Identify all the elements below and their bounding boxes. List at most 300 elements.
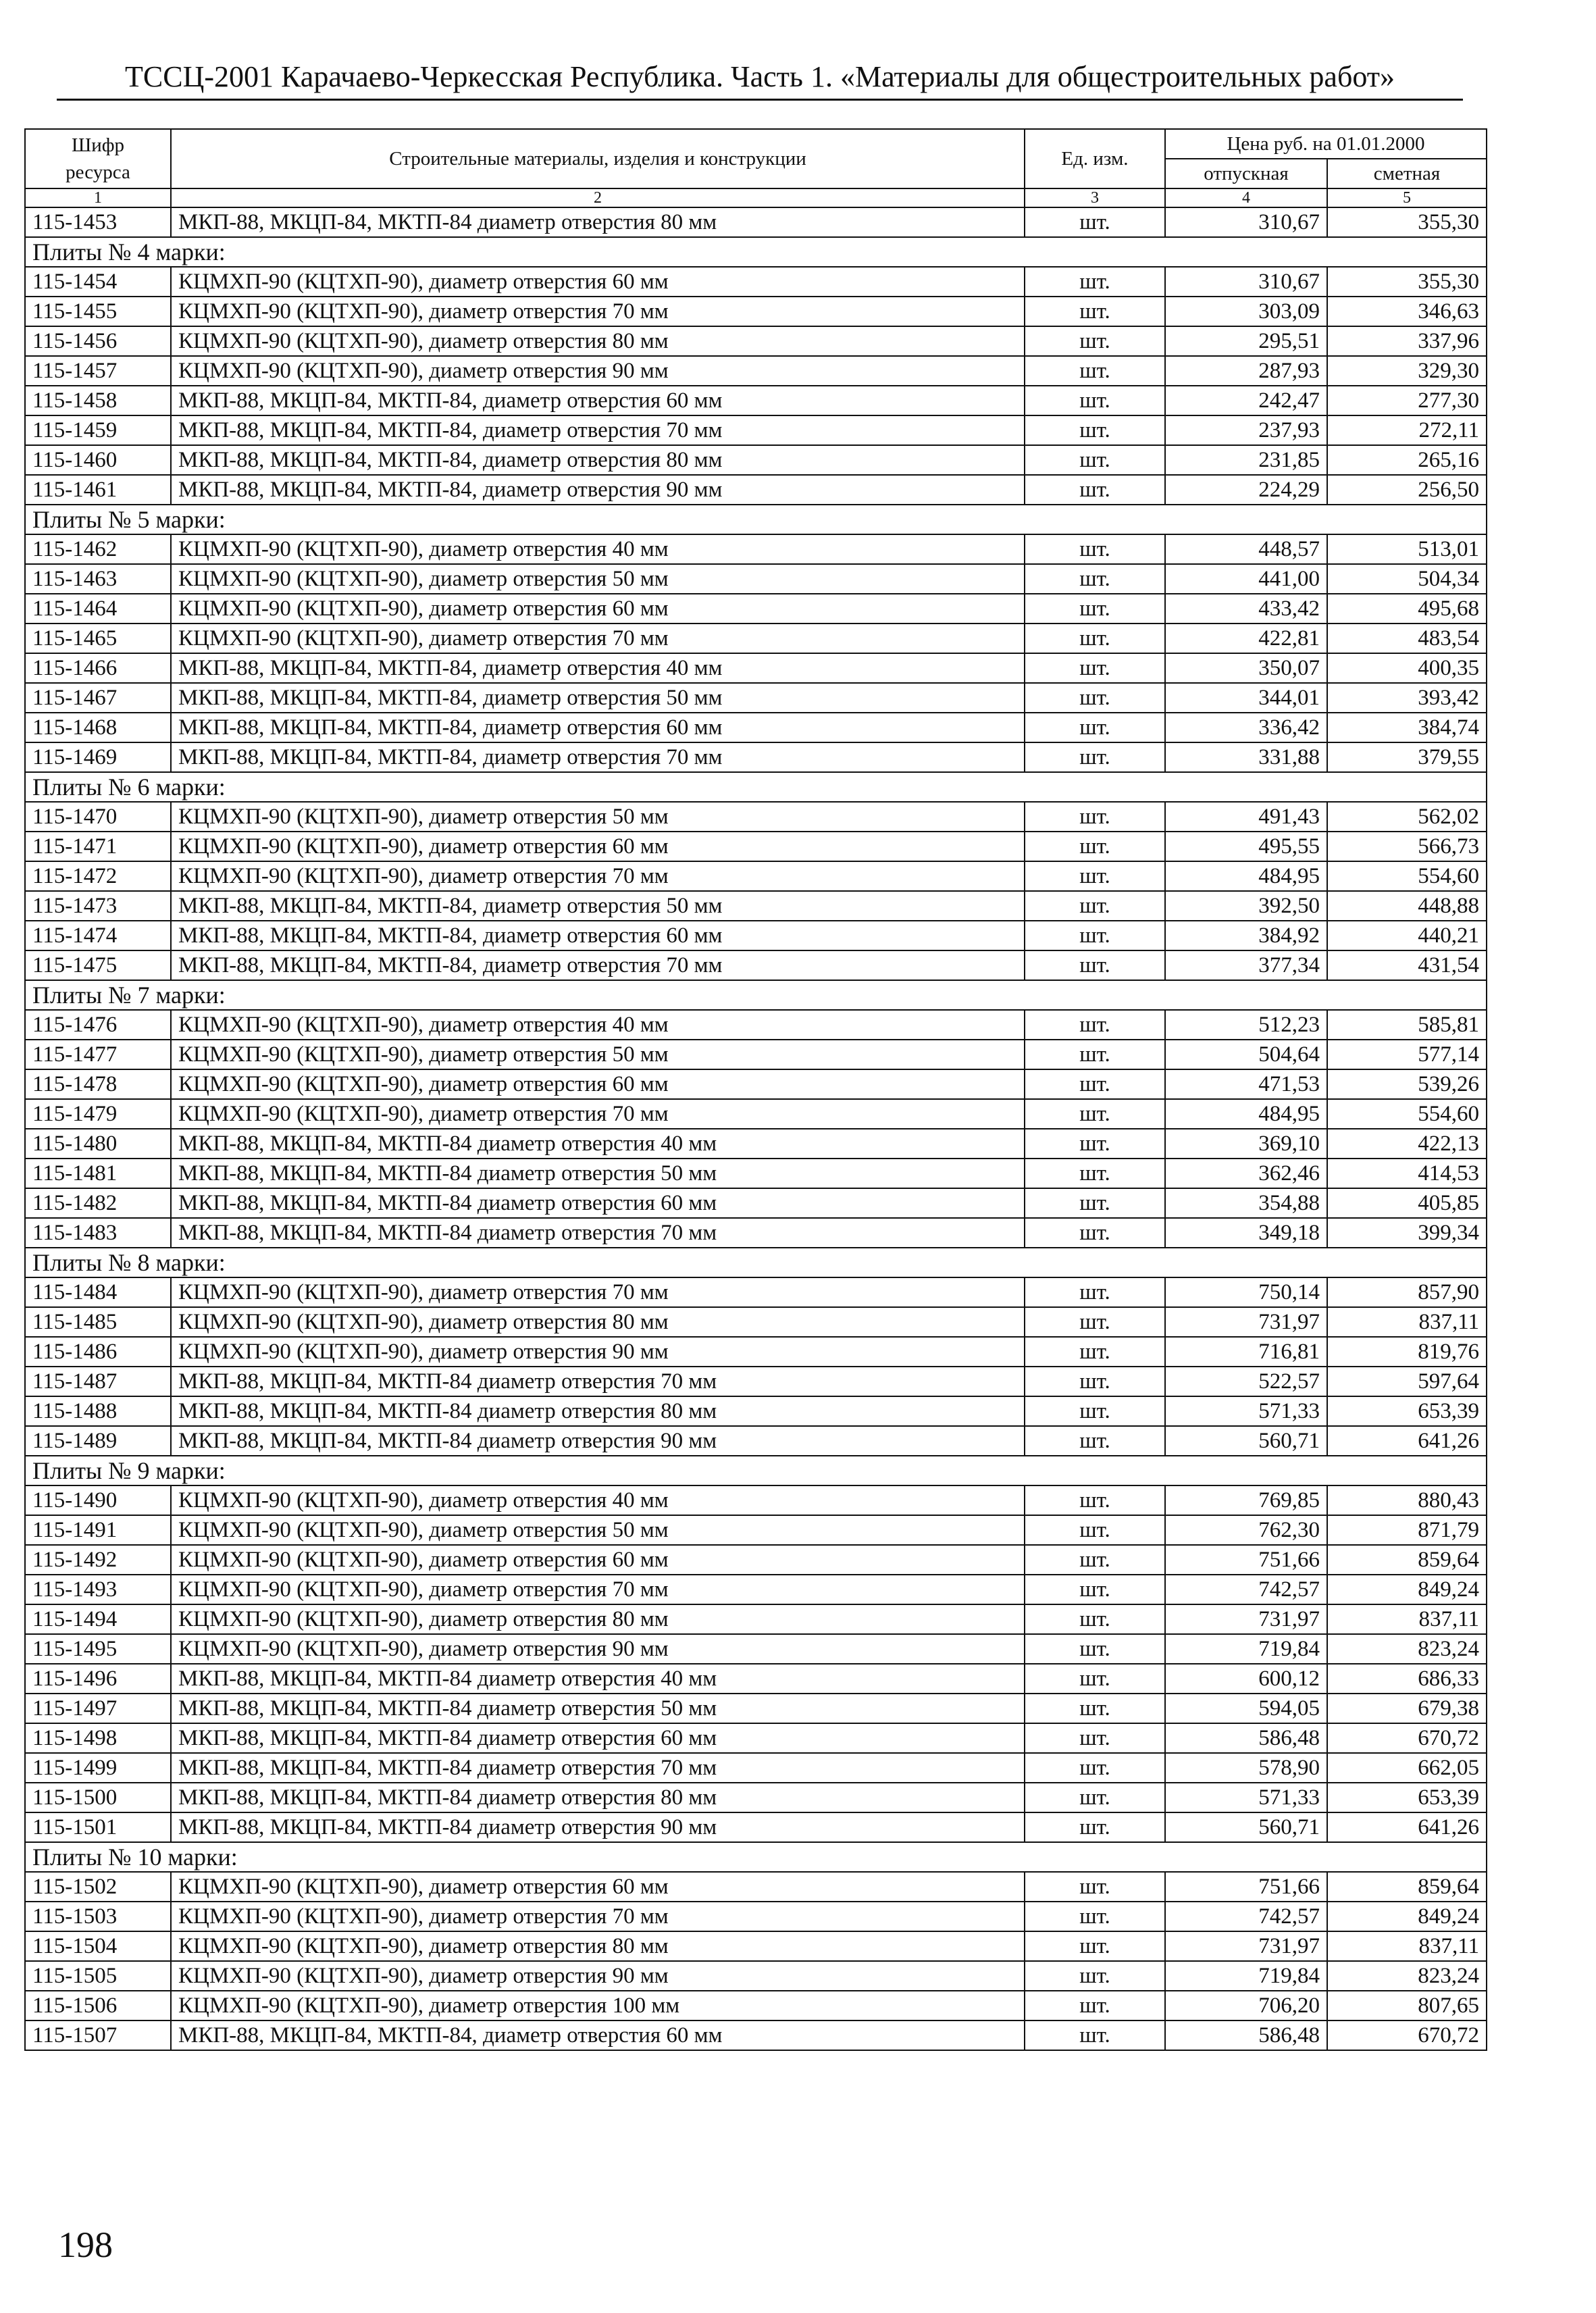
cell-release-price: 310,67 <box>1165 207 1327 237</box>
cell-unit: шт. <box>1025 1367 1165 1396</box>
table-row <box>25 326 1487 356</box>
cell-unit: шт. <box>1025 1753 1165 1783</box>
cell-name: КЦМХП-90 (КЦТХП-90), диаметр отверстия 70 мм <box>171 1277 1025 1307</box>
cell-code: 115-1488 <box>25 1396 171 1426</box>
price-table <box>24 128 1487 2051</box>
cell-name: МКП-88, МКЦП-84, МКТП-84, диаметр отверстия 70 мм <box>171 950 1025 980</box>
cell-release-price: 762,30 <box>1165 1515 1327 1545</box>
cell-release-price: 706,20 <box>1165 1991 1327 2020</box>
column-header-price: Цена руб. на 01.01.2000 <box>1165 129 1487 159</box>
cell-release-price: 731,97 <box>1165 1307 1327 1337</box>
cell-estimate-price: 837,11 <box>1327 1604 1487 1634</box>
table-row <box>25 1129 1487 1159</box>
cell-estimate-price: 355,30 <box>1327 267 1487 297</box>
table-row <box>25 415 1487 445</box>
cell-code: 115-1504 <box>25 1931 171 1961</box>
cell-estimate-price: 355,30 <box>1327 207 1487 237</box>
cell-release-price: 600,12 <box>1165 1664 1327 1694</box>
cell-code: 115-1500 <box>25 1783 171 1812</box>
cell-release-price: 750,14 <box>1165 1277 1327 1307</box>
cell-name: КЦМХП-90 (КЦТХП-90), диаметр отверстия 70 мм <box>171 1575 1025 1604</box>
cell-estimate-price: 837,11 <box>1327 1307 1487 1337</box>
cell-name: МКП-88, МКЦП-84, МКТП-84, диаметр отверстия 50 мм <box>171 891 1025 921</box>
cell-estimate-price: 849,24 <box>1327 1575 1487 1604</box>
table-row <box>25 1367 1487 1396</box>
cell-release-price: 719,84 <box>1165 1961 1327 1991</box>
cell-unit: шт. <box>1025 1099 1165 1129</box>
cell-code: 115-1466 <box>25 653 171 683</box>
cell-name: МКП-88, МКЦП-84, МКТП-84, диаметр отверстия 80 мм <box>171 445 1025 475</box>
cell-release-price: 295,51 <box>1165 326 1327 356</box>
cell-estimate-price: 566,73 <box>1327 832 1487 861</box>
cell-unit: шт. <box>1025 1069 1165 1099</box>
group-title: Плиты № 6 марки: <box>25 772 1487 802</box>
cell-estimate-price: 857,90 <box>1327 1277 1487 1307</box>
cell-release-price: 571,33 <box>1165 1396 1327 1426</box>
cell-code: 115-1475 <box>25 950 171 980</box>
cell-release-price: 769,85 <box>1165 1485 1327 1515</box>
cell-release-price: 751,66 <box>1165 1872 1327 1902</box>
cell-unit: шт. <box>1025 267 1165 297</box>
column-number: 5 <box>1327 188 1487 207</box>
table-row <box>25 861 1487 891</box>
cell-release-price: 594,05 <box>1165 1694 1327 1723</box>
cell-unit: шт. <box>1025 1694 1165 1723</box>
cell-code: 115-1501 <box>25 1812 171 1842</box>
cell-estimate-price: 597,64 <box>1327 1367 1487 1396</box>
cell-unit: шт. <box>1025 326 1165 356</box>
cell-code: 115-1491 <box>25 1515 171 1545</box>
cell-unit: шт. <box>1025 1337 1165 1367</box>
cell-unit: шт. <box>1025 1515 1165 1545</box>
cell-code: 115-1476 <box>25 1010 171 1040</box>
cell-name: КЦМХП-90 (КЦТХП-90), диаметр отверстия 50 мм <box>171 802 1025 832</box>
cell-name: КЦМХП-90 (КЦТХП-90), диаметр отверстия 90 мм <box>171 1961 1025 1991</box>
column-number: 1 <box>25 188 171 207</box>
table-row <box>25 1485 1487 1515</box>
cell-name: КЦМХП-90 (КЦТХП-90), диаметр отверстия 60 мм <box>171 1872 1025 1902</box>
cell-estimate-price: 400,35 <box>1327 653 1487 683</box>
group-title: Плиты № 4 марки: <box>25 237 1487 267</box>
cell-code: 115-1457 <box>25 356 171 386</box>
cell-code: 115-1474 <box>25 921 171 950</box>
cell-name: КЦМХП-90 (КЦТХП-90), диаметр отверстия 70 мм <box>171 1902 1025 1931</box>
cell-unit: шт. <box>1025 653 1165 683</box>
cell-release-price: 504,64 <box>1165 1040 1327 1069</box>
cell-release-price: 349,18 <box>1165 1218 1327 1248</box>
cell-estimate-price: 495,68 <box>1327 594 1487 624</box>
table-row <box>25 2020 1487 2050</box>
table-row <box>25 891 1487 921</box>
cell-release-price: 354,88 <box>1165 1188 1327 1218</box>
cell-code: 115-1490 <box>25 1485 171 1515</box>
cell-name: КЦМХП-90 (КЦТХП-90), диаметр отверстия 60 мм <box>171 832 1025 861</box>
cell-code: 115-1467 <box>25 683 171 713</box>
cell-name: МКП-88, МКЦП-84, МКТП-84 диаметр отверстия 50 мм <box>171 1694 1025 1723</box>
group-header-row <box>25 1842 1487 1872</box>
table-row <box>25 564 1487 594</box>
column-header-unit: Ед. изм. <box>1025 129 1165 188</box>
cell-release-price: 392,50 <box>1165 891 1327 921</box>
cell-code: 115-1470 <box>25 802 171 832</box>
table-row <box>25 1159 1487 1188</box>
cell-code: 115-1453 <box>25 207 171 237</box>
cell-code: 115-1454 <box>25 267 171 297</box>
cell-release-price: 571,33 <box>1165 1783 1327 1812</box>
table-row <box>25 1188 1487 1218</box>
cell-unit: шт. <box>1025 1277 1165 1307</box>
table-row <box>25 1099 1487 1129</box>
table-row <box>25 1396 1487 1426</box>
cell-code: 115-1486 <box>25 1337 171 1367</box>
cell-unit: шт. <box>1025 1129 1165 1159</box>
cell-estimate-price: 440,21 <box>1327 921 1487 950</box>
cell-estimate-price: 384,74 <box>1327 713 1487 742</box>
cell-code: 115-1481 <box>25 1159 171 1188</box>
cell-name: КЦМХП-90 (КЦТХП-90), диаметр отверстия 90 мм <box>171 356 1025 386</box>
cell-estimate-price: 585,81 <box>1327 1010 1487 1040</box>
cell-release-price: 742,57 <box>1165 1902 1327 1931</box>
cell-name: КЦМХП-90 (КЦТХП-90), диаметр отверстия 70 мм <box>171 624 1025 653</box>
cell-estimate-price: 837,11 <box>1327 1931 1487 1961</box>
cell-name: МКП-88, МКЦП-84, МКТП-84 диаметр отверстия 70 мм <box>171 1218 1025 1248</box>
table-row <box>25 445 1487 475</box>
cell-code: 115-1472 <box>25 861 171 891</box>
cell-code: 115-1473 <box>25 891 171 921</box>
cell-release-price: 303,09 <box>1165 297 1327 326</box>
group-header-row <box>25 1248 1487 1277</box>
cell-estimate-price: 823,24 <box>1327 1961 1487 1991</box>
table-row <box>25 475 1487 505</box>
page-header <box>57 58 1463 101</box>
cell-estimate-price: 422,13 <box>1327 1129 1487 1159</box>
cell-estimate-price: 641,26 <box>1327 1426 1487 1456</box>
cell-estimate-price: 277,30 <box>1327 386 1487 415</box>
page-title: ТССЦ-2001 Карачаево-Черкесская Республика. Часть 1. «Материалы для общестроительных работ» <box>125 60 1395 93</box>
cell-name: КЦМХП-90 (КЦТХП-90), диаметр отверстия 80 мм <box>171 326 1025 356</box>
table-row <box>25 1694 1487 1723</box>
table-row <box>25 1753 1487 1783</box>
table-row <box>25 950 1487 980</box>
cell-estimate-price: 265,16 <box>1327 445 1487 475</box>
cell-name: КЦМХП-90 (КЦТХП-90), диаметр отверстия 80 мм <box>171 1604 1025 1634</box>
cell-estimate-price: 823,24 <box>1327 1634 1487 1664</box>
cell-name: КЦМХП-90 (КЦТХП-90), диаметр отверстия 70 мм <box>171 297 1025 326</box>
cell-release-price: 751,66 <box>1165 1545 1327 1575</box>
cell-unit: шт. <box>1025 415 1165 445</box>
cell-name: МКП-88, МКЦП-84, МКТП-84 диаметр отверстия 80 мм <box>171 207 1025 237</box>
cell-code: 115-1460 <box>25 445 171 475</box>
cell-release-price: 231,85 <box>1165 445 1327 475</box>
table-row <box>25 1575 1487 1604</box>
cell-release-price: 719,84 <box>1165 1634 1327 1664</box>
cell-release-price: 484,95 <box>1165 1099 1327 1129</box>
cell-estimate-price: 346,63 <box>1327 297 1487 326</box>
cell-name: МКП-88, МКЦП-84, МКТП-84, диаметр отверстия 60 мм <box>171 2020 1025 2050</box>
cell-estimate-price: 653,39 <box>1327 1783 1487 1812</box>
cell-name: МКП-88, МКЦП-84, МКТП-84 диаметр отверстия 50 мм <box>171 1159 1025 1188</box>
cell-code: 115-1471 <box>25 832 171 861</box>
cell-code: 115-1492 <box>25 1545 171 1575</box>
cell-estimate-price: 393,42 <box>1327 683 1487 713</box>
cell-name: КЦМХП-90 (КЦТХП-90), диаметр отверстия 70 мм <box>171 1099 1025 1129</box>
table-row <box>25 1961 1487 1991</box>
table-row <box>25 624 1487 653</box>
cell-code: 115-1494 <box>25 1604 171 1634</box>
cell-name: МКП-88, МКЦП-84, МКТП-84 диаметр отверстия 90 мм <box>171 1426 1025 1456</box>
table-row <box>25 1604 1487 1634</box>
table-row <box>25 802 1487 832</box>
cell-unit: шт. <box>1025 1575 1165 1604</box>
column-header-name: Строительные материалы, изделия и конструкции <box>171 129 1025 188</box>
cell-name: КЦМХП-90 (КЦТХП-90), диаметр отверстия 60 мм <box>171 1545 1025 1575</box>
cell-release-price: 586,48 <box>1165 2020 1327 2050</box>
cell-release-price: 471,53 <box>1165 1069 1327 1099</box>
cell-code: 115-1502 <box>25 1872 171 1902</box>
cell-unit: шт. <box>1025 921 1165 950</box>
cell-unit: шт. <box>1025 1188 1165 1218</box>
cell-code: 115-1456 <box>25 326 171 356</box>
cell-name: МКП-88, МКЦП-84, МКТП-84, диаметр отверстия 60 мм <box>171 386 1025 415</box>
cell-estimate-price: 880,43 <box>1327 1485 1487 1515</box>
cell-code: 115-1484 <box>25 1277 171 1307</box>
table-row <box>25 921 1487 950</box>
cell-code: 115-1499 <box>25 1753 171 1783</box>
cell-release-price: 344,01 <box>1165 683 1327 713</box>
cell-release-price: 433,42 <box>1165 594 1327 624</box>
cell-unit: шт. <box>1025 1218 1165 1248</box>
cell-code: 115-1483 <box>25 1218 171 1248</box>
table-row <box>25 386 1487 415</box>
cell-estimate-price: 379,55 <box>1327 742 1487 772</box>
table-row <box>25 1902 1487 1931</box>
cell-code: 115-1482 <box>25 1188 171 1218</box>
cell-release-price: 336,42 <box>1165 713 1327 742</box>
cell-code: 115-1462 <box>25 534 171 564</box>
cell-release-price: 495,55 <box>1165 832 1327 861</box>
cell-unit: шт. <box>1025 594 1165 624</box>
cell-estimate-price: 577,14 <box>1327 1040 1487 1069</box>
table-row <box>25 356 1487 386</box>
cell-name: МКП-88, МКЦП-84, МКТП-84 диаметр отверстия 60 мм <box>171 1188 1025 1218</box>
cell-estimate-price: 859,64 <box>1327 1872 1487 1902</box>
table-row <box>25 1991 1487 2020</box>
cell-code: 115-1485 <box>25 1307 171 1337</box>
cell-estimate-price: 807,65 <box>1327 1991 1487 2020</box>
cell-estimate-price: 504,34 <box>1327 564 1487 594</box>
table-body <box>25 207 1487 2050</box>
cell-name: КЦМХП-90 (КЦТХП-90), диаметр отверстия 40 мм <box>171 534 1025 564</box>
cell-unit: шт. <box>1025 1307 1165 1337</box>
cell-release-price: 237,93 <box>1165 415 1327 445</box>
cell-unit: шт. <box>1025 683 1165 713</box>
group-header-row <box>25 1456 1487 1485</box>
cell-release-price: 560,71 <box>1165 1812 1327 1842</box>
table-row <box>25 297 1487 326</box>
cell-name: МКП-88, МКЦП-84, МКТП-84, диаметр отверстия 60 мм <box>171 921 1025 950</box>
table-row <box>25 1723 1487 1753</box>
column-number: 3 <box>1025 188 1165 207</box>
cell-unit: шт. <box>1025 950 1165 980</box>
cell-unit: шт. <box>1025 713 1165 742</box>
cell-code: 115-1458 <box>25 386 171 415</box>
cell-code: 115-1489 <box>25 1426 171 1456</box>
cell-release-price: 731,97 <box>1165 1604 1327 1634</box>
column-header-code: Шифр ресурса <box>25 129 171 188</box>
cell-name: МКП-88, МКЦП-84, МКТП-84, диаметр отверстия 90 мм <box>171 475 1025 505</box>
cell-estimate-price: 448,88 <box>1327 891 1487 921</box>
cell-unit: шт. <box>1025 1812 1165 1842</box>
cell-name: КЦМХП-90 (КЦТХП-90), диаметр отверстия 60 мм <box>171 267 1025 297</box>
cell-name: КЦМХП-90 (КЦТХП-90), диаметр отверстия 50 мм <box>171 1040 1025 1069</box>
cell-code: 115-1459 <box>25 415 171 445</box>
cell-release-price: 560,71 <box>1165 1426 1327 1456</box>
cell-release-price: 578,90 <box>1165 1753 1327 1783</box>
table-header <box>25 129 1487 207</box>
cell-estimate-price: 272,11 <box>1327 415 1487 445</box>
table-row <box>25 653 1487 683</box>
cell-release-price: 224,29 <box>1165 475 1327 505</box>
cell-name: МКП-88, МКЦП-84, МКТП-84 диаметр отверстия 80 мм <box>171 1396 1025 1426</box>
cell-unit: шт. <box>1025 386 1165 415</box>
cell-name: МКП-88, МКЦП-84, МКТП-84, диаметр отверстия 70 мм <box>171 415 1025 445</box>
cell-unit: шт. <box>1025 1902 1165 1931</box>
cell-estimate-price: 641,26 <box>1327 1812 1487 1842</box>
cell-release-price: 512,23 <box>1165 1010 1327 1040</box>
group-header-row <box>25 505 1487 534</box>
cell-estimate-price: 337,96 <box>1327 326 1487 356</box>
cell-unit: шт. <box>1025 564 1165 594</box>
table-row <box>25 683 1487 713</box>
cell-estimate-price: 819,76 <box>1327 1337 1487 1367</box>
table-row <box>25 267 1487 297</box>
cell-estimate-price: 670,72 <box>1327 1723 1487 1753</box>
cell-code: 115-1455 <box>25 297 171 326</box>
table-row <box>25 1515 1487 1545</box>
cell-unit: шт. <box>1025 445 1165 475</box>
cell-code: 115-1496 <box>25 1664 171 1694</box>
cell-estimate-price: 483,54 <box>1327 624 1487 653</box>
cell-release-price: 287,93 <box>1165 356 1327 386</box>
cell-name: КЦМХП-90 (КЦТХП-90), диаметр отверстия 40 мм <box>171 1010 1025 1040</box>
table-row <box>25 1277 1487 1307</box>
cell-name: МКП-88, МКЦП-84, МКТП-84, диаметр отверстия 40 мм <box>171 653 1025 683</box>
cell-unit: шт. <box>1025 1931 1165 1961</box>
cell-estimate-price: 662,05 <box>1327 1753 1487 1783</box>
cell-name: КЦМХП-90 (КЦТХП-90), диаметр отверстия 80 мм <box>171 1307 1025 1337</box>
cell-name: КЦМХП-90 (КЦТХП-90), диаметр отверстия 70 мм <box>171 861 1025 891</box>
group-title: Плиты № 7 марки: <box>25 980 1487 1010</box>
cell-unit: шт. <box>1025 475 1165 505</box>
cell-estimate-price: 653,39 <box>1327 1396 1487 1426</box>
cell-release-price: 310,67 <box>1165 267 1327 297</box>
cell-code: 115-1507 <box>25 2020 171 2050</box>
cell-name: КЦМХП-90 (КЦТХП-90), диаметр отверстия 100 мм <box>171 1991 1025 2020</box>
cell-estimate-price: 539,26 <box>1327 1069 1487 1099</box>
cell-name: КЦМХП-90 (КЦТХП-90), диаметр отверстия 80 мм <box>171 1931 1025 1961</box>
cell-unit: шт. <box>1025 1991 1165 2020</box>
cell-name: МКП-88, МКЦП-84, МКТП-84 диаметр отверстия 60 мм <box>171 1723 1025 1753</box>
cell-unit: шт. <box>1025 1159 1165 1188</box>
cell-estimate-price: 414,53 <box>1327 1159 1487 1188</box>
cell-name: КЦМХП-90 (КЦТХП-90), диаметр отверстия 50 мм <box>171 564 1025 594</box>
cell-unit: шт. <box>1025 1604 1165 1634</box>
cell-unit: шт. <box>1025 1872 1165 1902</box>
table-row <box>25 1872 1487 1902</box>
table-row <box>25 1634 1487 1664</box>
cell-name: МКП-88, МКЦП-84, МКТП-84, диаметр отверстия 60 мм <box>171 713 1025 742</box>
cell-unit: шт. <box>1025 1961 1165 1991</box>
cell-unit: шт. <box>1025 1723 1165 1753</box>
cell-estimate-price: 562,02 <box>1327 802 1487 832</box>
cell-release-price: 742,57 <box>1165 1575 1327 1604</box>
cell-unit: шт. <box>1025 802 1165 832</box>
cell-code: 115-1479 <box>25 1099 171 1129</box>
cell-code: 115-1498 <box>25 1723 171 1753</box>
cell-name: КЦМХП-90 (КЦТХП-90), диаметр отверстия 50 мм <box>171 1515 1025 1545</box>
cell-name: МКП-88, МКЦП-84, МКТП-84 диаметр отверстия 80 мм <box>171 1783 1025 1812</box>
cell-unit: шт. <box>1025 1426 1165 1456</box>
table-row <box>25 207 1487 237</box>
table-row <box>25 1069 1487 1099</box>
group-header-row <box>25 237 1487 267</box>
cell-unit: шт. <box>1025 534 1165 564</box>
cell-code: 115-1469 <box>25 742 171 772</box>
column-header-estimate: сметная <box>1327 159 1487 188</box>
column-header-release: отпускная <box>1165 159 1327 188</box>
cell-code: 115-1497 <box>25 1694 171 1723</box>
cell-estimate-price: 686,33 <box>1327 1664 1487 1694</box>
cell-release-price: 331,88 <box>1165 742 1327 772</box>
cell-release-price: 484,95 <box>1165 861 1327 891</box>
cell-name: КЦМХП-90 (КЦТХП-90), диаметр отверстия 40 мм <box>171 1485 1025 1515</box>
cell-estimate-price: 871,79 <box>1327 1515 1487 1545</box>
cell-unit: шт. <box>1025 297 1165 326</box>
cell-unit: шт. <box>1025 832 1165 861</box>
cell-code: 115-1487 <box>25 1367 171 1396</box>
cell-name: КЦМХП-90 (КЦТХП-90), диаметр отверстия 90 мм <box>171 1634 1025 1664</box>
cell-estimate-price: 431,54 <box>1327 950 1487 980</box>
cell-name: МКП-88, МКЦП-84, МКТП-84 диаметр отверстия 90 мм <box>171 1812 1025 1842</box>
cell-name: МКП-88, МКЦП-84, МКТП-84 диаметр отверстия 70 мм <box>171 1367 1025 1396</box>
cell-release-price: 448,57 <box>1165 534 1327 564</box>
cell-estimate-price: 513,01 <box>1327 534 1487 564</box>
cell-unit: шт. <box>1025 1396 1165 1426</box>
table-row <box>25 1931 1487 1961</box>
table-row <box>25 1010 1487 1040</box>
table-row <box>25 1040 1487 1069</box>
table-row <box>25 1545 1487 1575</box>
cell-code: 115-1493 <box>25 1575 171 1604</box>
cell-code: 115-1505 <box>25 1961 171 1991</box>
group-title: Плиты № 5 марки: <box>25 505 1487 534</box>
cell-estimate-price: 405,85 <box>1327 1188 1487 1218</box>
cell-name: МКП-88, МКЦП-84, МКТП-84 диаметр отверстия 40 мм <box>171 1664 1025 1694</box>
cell-name: МКП-88, МКЦП-84, МКТП-84, диаметр отверстия 50 мм <box>171 683 1025 713</box>
cell-release-price: 441,00 <box>1165 564 1327 594</box>
column-number: 2 <box>171 188 1025 207</box>
cell-code: 115-1506 <box>25 1991 171 2020</box>
column-number: 4 <box>1165 188 1327 207</box>
cell-release-price: 362,46 <box>1165 1159 1327 1188</box>
cell-release-price: 731,97 <box>1165 1931 1327 1961</box>
cell-release-price: 422,81 <box>1165 624 1327 653</box>
table-row <box>25 1426 1487 1456</box>
cell-code: 115-1495 <box>25 1634 171 1664</box>
cell-unit: шт. <box>1025 207 1165 237</box>
table-row <box>25 713 1487 742</box>
cell-release-price: 369,10 <box>1165 1129 1327 1159</box>
